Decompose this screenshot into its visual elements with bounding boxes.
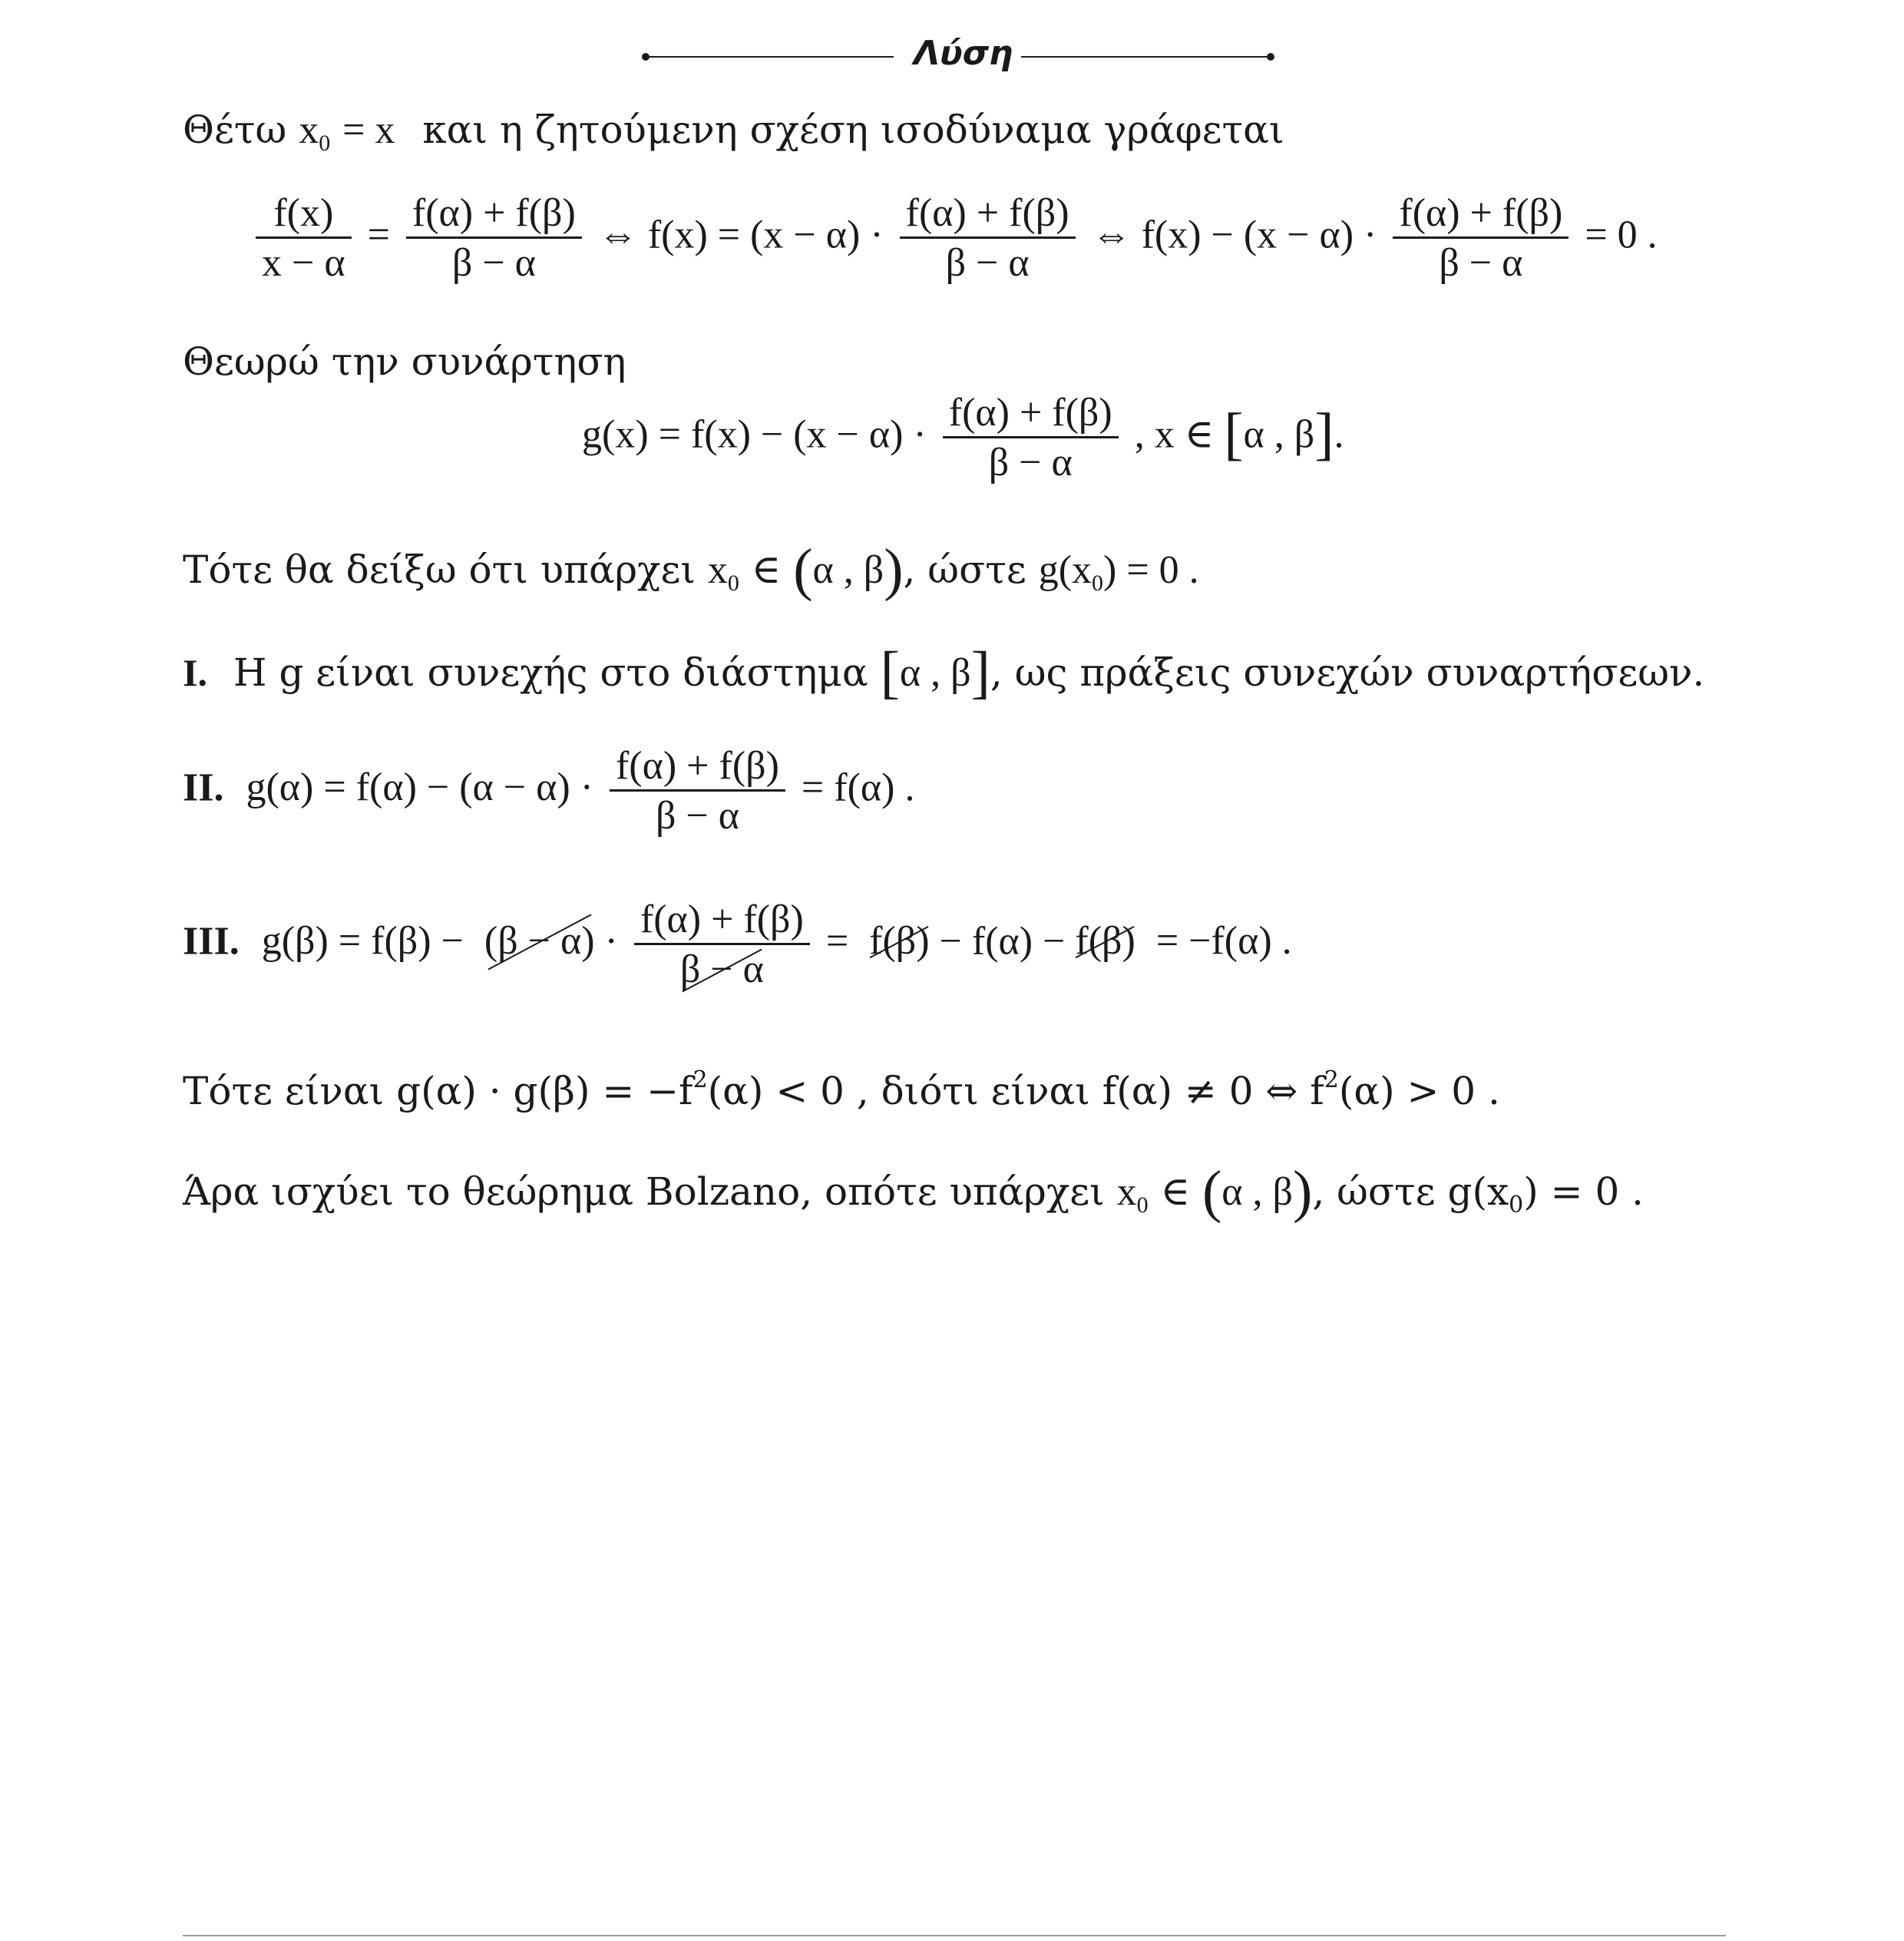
eq-x: = x — [342, 108, 395, 152]
item-2-lhs: g(α) = f(α) − (α − α) · — [246, 765, 593, 810]
x0-var: $x_0$ — [707, 548, 739, 596]
bolzano-line — [183, 1159, 1645, 1224]
element-of: ∈ — [1160, 1170, 1191, 1214]
item-2 — [183, 746, 914, 836]
equals-sign: = — [367, 213, 390, 257]
such-that: , ώστε g(x — [1312, 1169, 1509, 1214]
interval: α , β — [1243, 412, 1315, 457]
footer-rule — [183, 1935, 1726, 1936]
x-var: $x_0$ — [299, 108, 331, 156]
cancelled-term-3: f(β) — [1075, 919, 1135, 964]
fraction-item-2: $\frac{f(\alpha) + f(\beta)}{\beta - \alpha}$ — [610, 746, 785, 836]
right-bracket: ] — [970, 640, 990, 705]
right-paren: ) — [1293, 1159, 1313, 1224]
left-bracket: [ — [1224, 402, 1244, 467]
goal-text: Τότε θα δείξω ότι υπάρχει — [183, 547, 696, 592]
subscript-0: 0 — [1509, 1192, 1524, 1218]
multiply-dot: · — [604, 919, 618, 964]
intro-text: Θέτω — [183, 107, 287, 152]
item-2-label: II. — [183, 765, 224, 810]
item-3-label: III. — [183, 919, 240, 964]
g-x0-eq: $g(x_0) = 0$ . — [1038, 548, 1199, 596]
interval: α , β — [1221, 1170, 1293, 1214]
item-3 — [183, 900, 1292, 990]
equation-1 — [250, 193, 1658, 283]
right-paren: ) — [884, 537, 904, 602]
cancelled-denominator: β − α — [679, 947, 764, 991]
item-2-tail: = f(α) . — [801, 765, 915, 810]
bolzano-text: Άρα ισχύει το θεώρημα Bolzano, οπότε υπάρχει — [183, 1169, 1105, 1214]
product-text-2: (α) < 0 , διότι είναι f(α) ≠ 0 ⇔ f — [707, 1069, 1324, 1113]
equivalence-1: ⇔ f(x) = (x − α) · — [597, 213, 884, 257]
g-lhs: g(x) = f(x) − (x − α) · — [582, 412, 927, 457]
item-1-text: Η g είναι συνεχής στο διάστημα — [233, 650, 868, 695]
item-3-mid: − f(α) − — [939, 919, 1066, 964]
cancelled-term-2: f(β) — [869, 919, 930, 964]
item-1 — [183, 640, 1705, 705]
domain-prefix: , x ∈ — [1134, 412, 1215, 457]
fraction-fa-fb-2: $\frac{f(\alpha) + f(\beta)}{\beta - \alpha}$ — [900, 193, 1076, 283]
header-dot-right — [1267, 53, 1274, 61]
header-rule-right — [1021, 56, 1268, 58]
header-title: Λύση — [914, 34, 1013, 73]
equivalence-2: ⇔ f(x) − (x − α) · — [1091, 213, 1377, 257]
bolzano-tail: ) = 0 . — [1523, 1169, 1645, 1214]
left-bracket: [ — [880, 640, 900, 705]
equation-1-tail: = 0 . — [1585, 213, 1658, 257]
product-sign-line — [183, 1066, 1500, 1113]
exponent-2b: 2 — [1324, 1066, 1339, 1093]
header-rule-left — [646, 56, 894, 58]
fraction-fx: $\frac{f(x)}{x - \alpha}$ — [256, 193, 352, 283]
fraction-g: $\frac{f(\alpha) + f(\beta)}{\beta - \alpha}$ — [943, 393, 1119, 483]
left-paren: ( — [793, 537, 813, 602]
interval: α , β — [899, 651, 971, 695]
left-paren: ( — [1202, 1159, 1222, 1224]
element-of: ∈ — [751, 548, 782, 592]
period: . — [1334, 412, 1344, 457]
product-text-3: (α) > 0 . — [1338, 1069, 1500, 1113]
right-bracket: ] — [1314, 402, 1334, 467]
equation-g-definition — [582, 393, 1344, 483]
fraction-fa-fb-3: $\frac{f(\alpha) + f(\beta)}{\beta - \alpha}$ — [1393, 193, 1568, 283]
consider-function-line: Θεωρώ την συνάρτηση — [183, 339, 626, 384]
item-1-label: I. — [183, 651, 207, 694]
item-3-tail: = −f(α) . — [1155, 919, 1292, 964]
item-3-lhs: g(β) = f(β) − — [261, 919, 464, 964]
intro-text-2: και η ζητούμενη σχέση ισοδύναμα γράφεται — [422, 107, 1284, 152]
such-that: , ώστε — [903, 547, 1026, 592]
cancelled-term-1: (β − α) — [484, 919, 595, 964]
equals-sign: = — [825, 919, 849, 964]
item-1-text-2: , ως πράξεις συνεχών συναρτήσεων. — [990, 650, 1705, 695]
fraction-fa-fb: $\frac{f(\alpha) + f(\beta)}{\beta - \alpha}$ — [406, 193, 582, 283]
fraction-item-3: $\frac{f(\alpha) + f(\beta)}{\beta - \alpha}$ — [634, 900, 810, 990]
x0-var: $x_0$ — [1116, 1170, 1149, 1218]
goal-line — [183, 537, 1199, 602]
interval: α , β — [812, 548, 884, 592]
product-text: Τότε είναι g(α) · g(β) = −f — [183, 1069, 693, 1113]
intro-line — [183, 107, 1284, 156]
exponent-2: 2 — [693, 1066, 708, 1093]
